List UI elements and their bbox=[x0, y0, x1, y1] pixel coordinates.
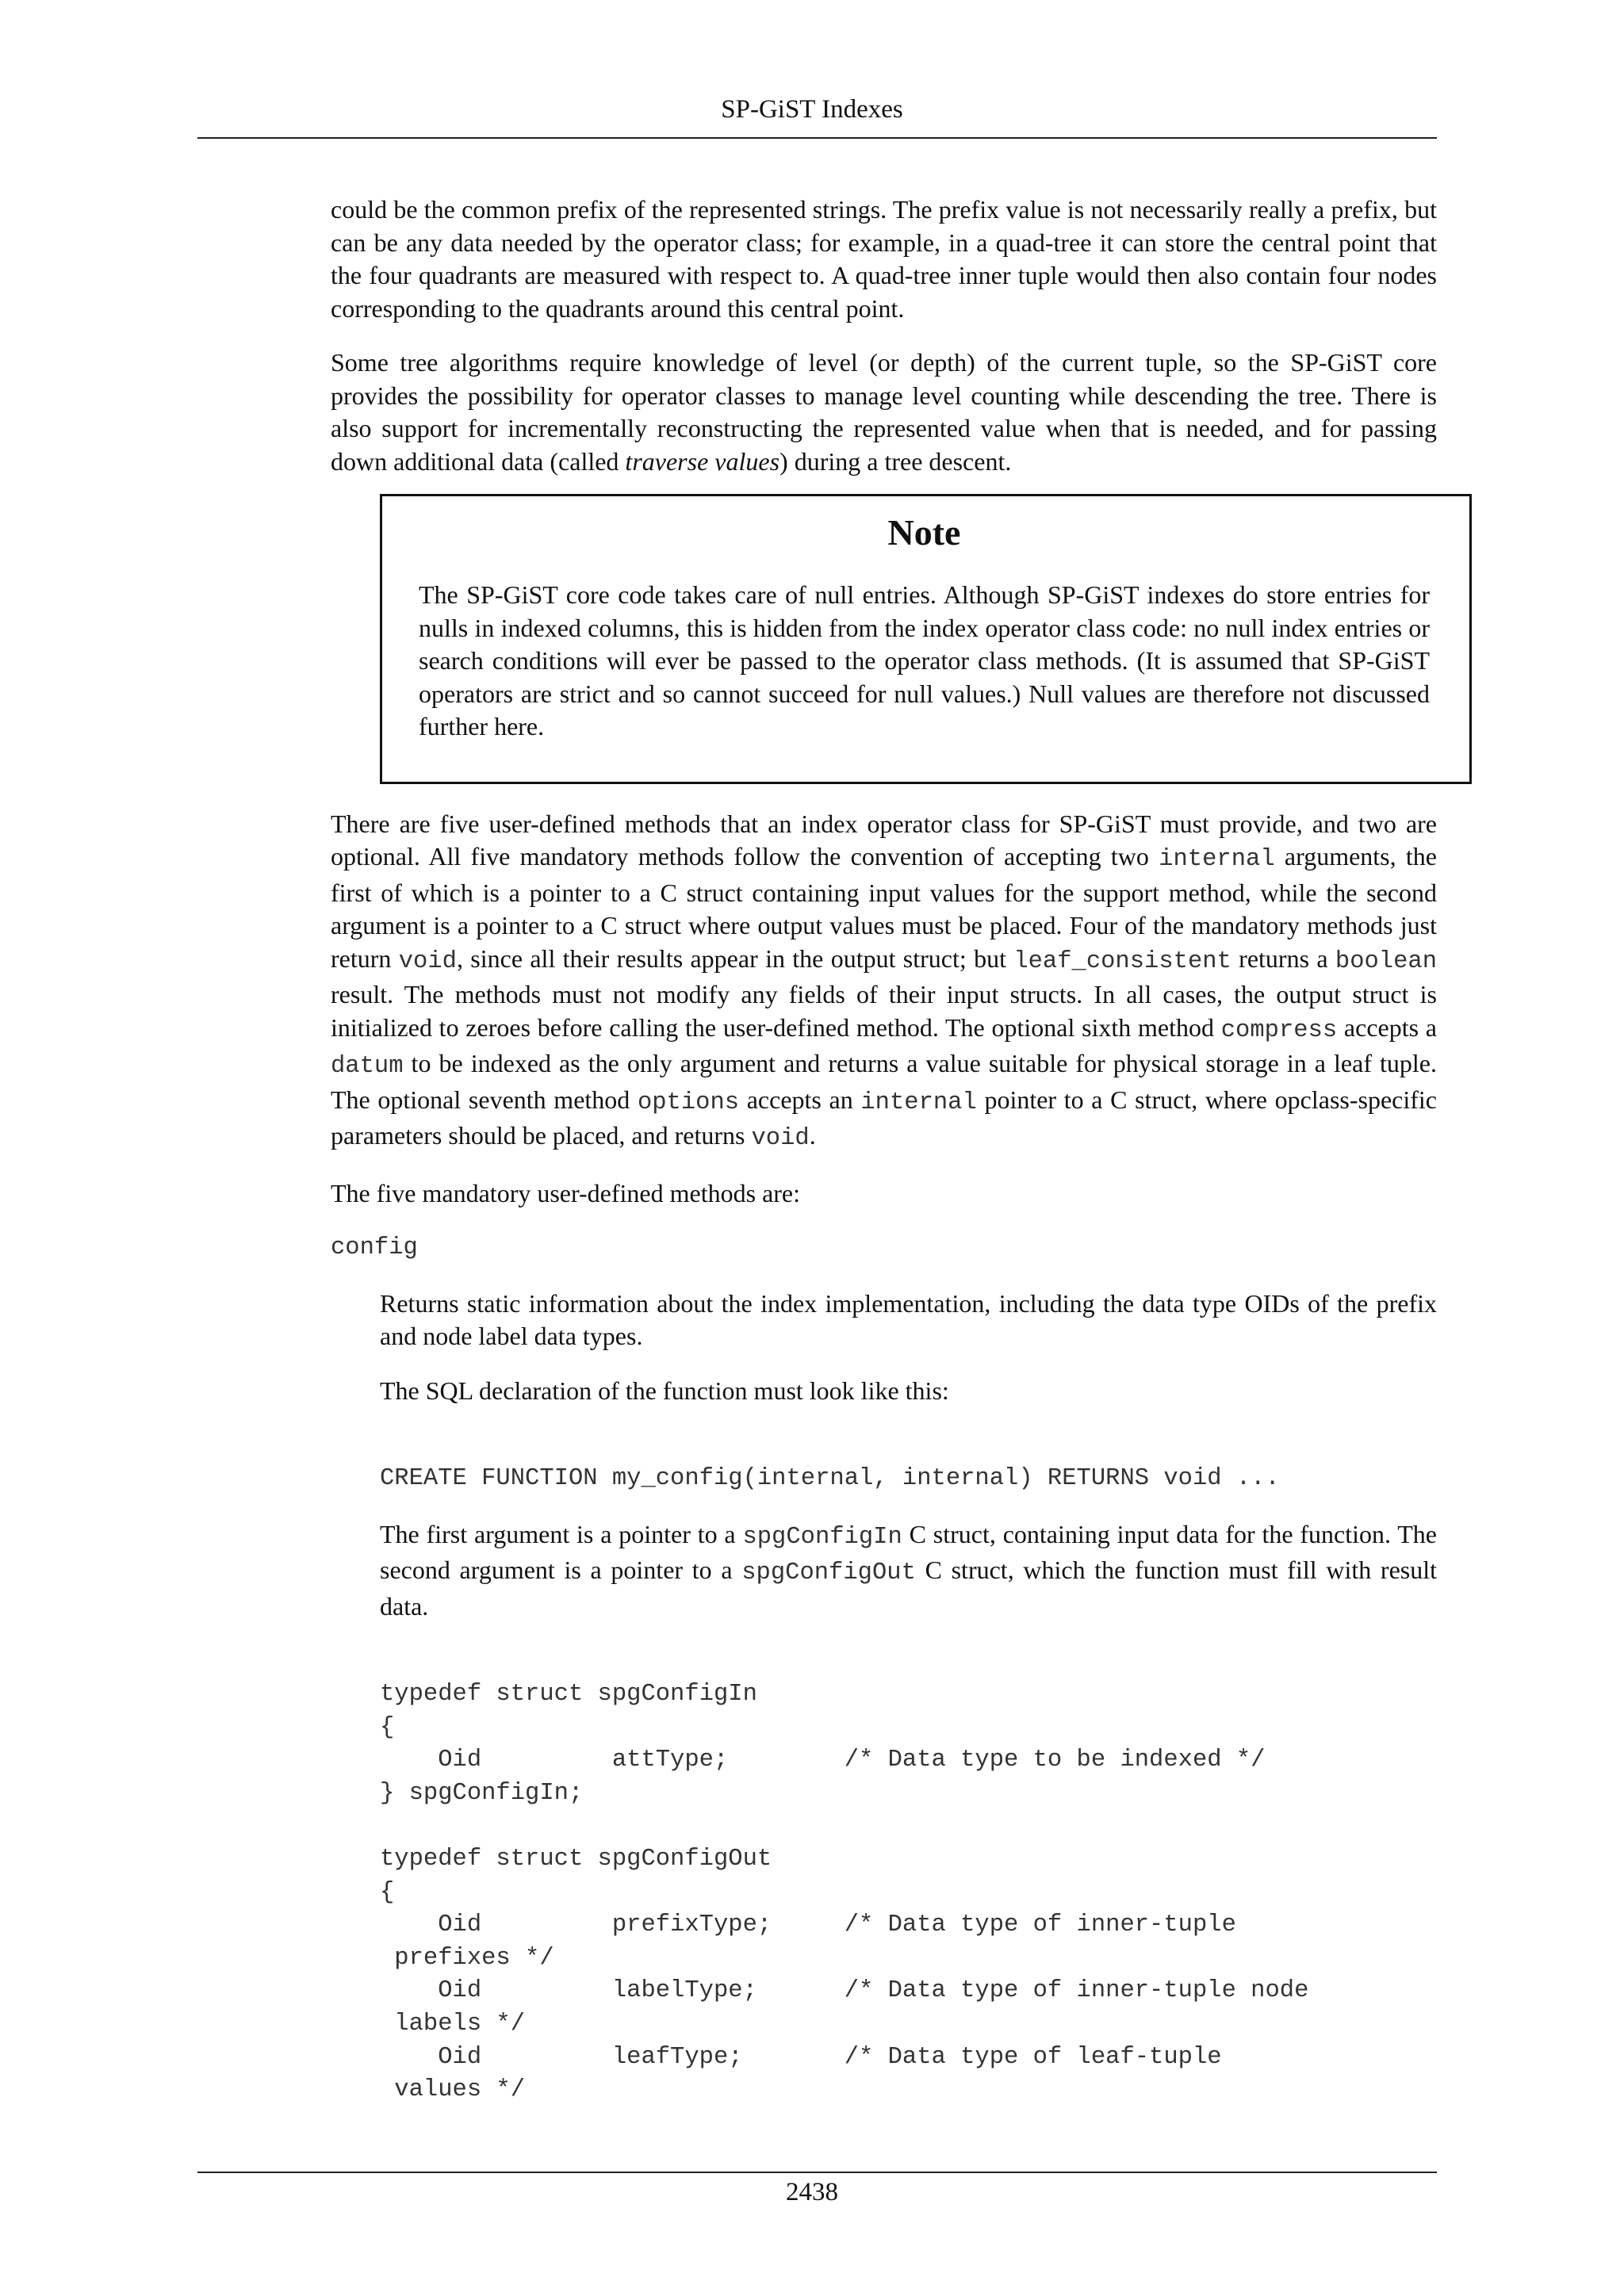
code-options: options bbox=[637, 1089, 740, 1116]
methods-paragraph: There are five user-defined methods that an index operator class for SP-GiST must provide, and two are optional. All five mandatory methods follow the convention of accepting two internal arguments, the first of which is a pointer to a C struct containing input values for the support method, while the second argument is a pointer to a C struct where output values must be placed. Four of the mandatory methods just return void, since all their results appear in the output struct; but leaf_consistent returns a boolean result. The methods must not modify any fields of their input structs. In all cases, the output struct is initialized to zeroes before calling the user-defined method. The optional sixth method compress accepts a datum to be indexed as the only argument and returns a value suitable for physical storage in a leaf tuple. The optional seventh method options accepts an internal pointer to a C struct, where opclass-specific parameters should be placed, and returns void. bbox=[331, 809, 1438, 1152]
code-compress: compress bbox=[1220, 1016, 1338, 1044]
code-datum: datum bbox=[331, 1053, 404, 1080]
header-rule bbox=[197, 137, 1437, 139]
config-description: Returns static information about the index implementation, including the data type OIDs of the prefix and node label data types. bbox=[380, 1288, 1437, 1350]
code-internal-2: internal bbox=[860, 1089, 977, 1116]
config-sql-intro: The SQL declaration of the function must look like this: bbox=[380, 1376, 949, 1405]
code-void-2: void bbox=[751, 1125, 810, 1152]
config-struct-code: typedef struct spgConfigIn { Oid attType; /* Data type to be indexed */ } spgConfigIn; typedef struct spgConfigOut { Oid prefixType; /* Data type of inner-tuple prefixes */ Oid labelType; /* Data type of inner-tuple node labels */ Oid leafType; /* Data type of leaf-tuple values */ bbox=[380, 1681, 1309, 2104]
page-number: 2438 bbox=[786, 2178, 838, 2206]
term-config: config bbox=[331, 1234, 418, 1261]
note-box bbox=[380, 494, 1472, 784]
code-internal: internal bbox=[1159, 846, 1275, 873]
term-traverse-values: traverse values bbox=[625, 446, 780, 476]
footer-rule bbox=[197, 2172, 1437, 2173]
code-spgconfigin: spgConfigIn bbox=[742, 1523, 902, 1551]
code-boolean: boolean bbox=[1335, 947, 1438, 975]
note-text: The SP-GiST core code takes care of null entries. Although SP-GiST indexes do store entries for nulls in indexed columns, this is hidden from the index operator class code: no null index entries or search conditions will ever be passed to the operator class methods. (It is assumed that SP-GiST operators are strict and so cannot succeed for null values.) Null values are therefore not discussed further here. bbox=[419, 580, 1430, 740]
code-spgconfigout: spgConfigOut bbox=[741, 1559, 916, 1587]
intro-paragraph-2: Some tree algorithms require knowledge of level (or depth) of the current tuple, so the SP-GiST core provides the possibility for operator classes to manage level counting while descending the tree. There is also support for incrementally reconstructing the represented value when that is needed, and for passing down additional data (called traverse values) during a tree descent. bbox=[331, 348, 1437, 476]
code-void: void bbox=[398, 947, 457, 975]
page-body bbox=[331, 193, 1437, 2107]
running-header: SP-GiST Indexes bbox=[721, 95, 903, 124]
intro-paragraph-1: could be the common prefix of the represented strings. The prefix value is not necessarily really a prefix, but can be any data needed by the operator class; for example, in a quad-tree it can store the central point that the four quadrants are measured with respect to. A quad-tree inner tuple would then also contain four nodes corresponding to the quadrants around this central point. bbox=[331, 195, 1437, 323]
config-arguments: The first argument is a pointer to a spgConfigIn C struct, containing input data for the function. The second argument is a pointer to a spgConfigOut C struct, which the function must fill with result data. bbox=[380, 1519, 1438, 1621]
config-sql-code: CREATE FUNCTION my_config(internal, internal) RETURNS void ... bbox=[380, 1465, 1280, 1492]
mandatory-intro: The five mandatory user-defined methods are: bbox=[331, 1178, 801, 1207]
note-title: Note bbox=[887, 512, 961, 553]
config-definition bbox=[380, 1288, 1437, 2107]
code-leaf-consistent: leaf_consistent bbox=[1013, 947, 1231, 975]
